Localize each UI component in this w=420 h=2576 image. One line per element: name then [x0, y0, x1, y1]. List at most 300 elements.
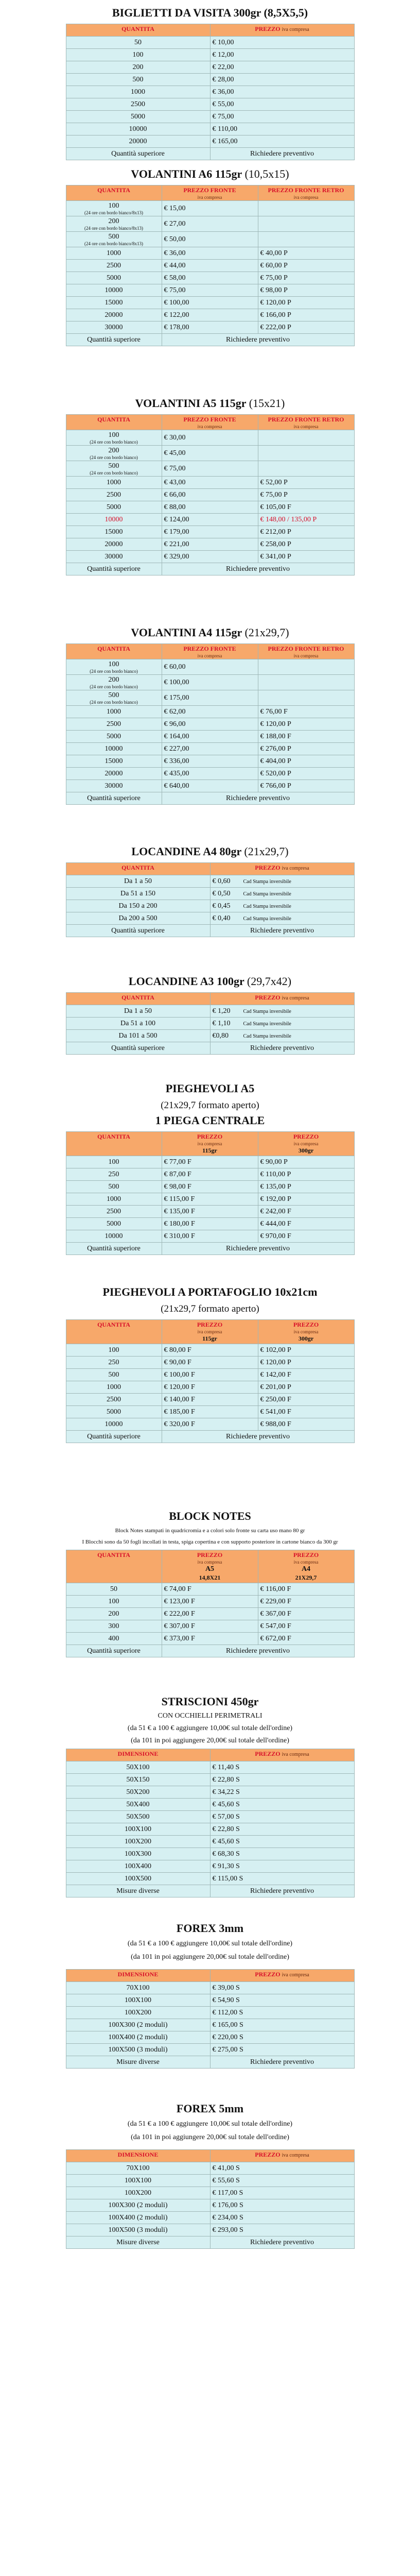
qty-cell: [66, 461, 162, 477]
table-footer-row: [66, 1645, 354, 1657]
dimension-cell: 100X100: [66, 1823, 210, 1836]
section-title: FOREX 3mm: [176, 1922, 244, 1935]
dimension-cell: 100X500: [66, 1873, 210, 1885]
section-volantini-a5: [0, 397, 420, 575]
price-cell: € 55,60 S: [210, 2175, 354, 2187]
dimension-cell: 100X300: [66, 1848, 210, 1860]
table-row: [66, 272, 354, 284]
price-value: € 1,20: [212, 1007, 231, 1015]
footer-qty-cell: Misure diverse: [66, 2056, 210, 2069]
price-table: [66, 643, 355, 805]
table-row: [66, 1418, 354, 1431]
price-cell: € 57,00 S: [210, 1811, 354, 1823]
price-cell: € 77,00 F: [162, 1156, 258, 1168]
price-table: [66, 862, 355, 937]
price-table: [66, 185, 355, 346]
header-sub: iva compresa: [197, 1141, 222, 1146]
table-row: [66, 888, 354, 900]
qty-note: (24 ore con bordo bianco/8x13): [84, 226, 143, 231]
table-row: [66, 1168, 354, 1181]
price-front-cell: € 175,00: [162, 690, 258, 706]
col-header-qty: QUANTITA: [66, 185, 162, 201]
footer-qty-cell: Quantità superiore: [66, 1431, 162, 1443]
price-front-retro-cell: € 40,00 P: [258, 247, 354, 260]
qty-cell: [66, 675, 162, 690]
footer-price-cell: Richiedere preventivo: [210, 2236, 354, 2249]
table-footer-row: [66, 792, 354, 805]
price-a5-cell: € 123,00 F: [162, 1596, 258, 1608]
header-sub: iva compresa: [293, 195, 319, 200]
section-note: (da 101 in poi aggiungere 20,00€ sul totale dell'ordine): [131, 2133, 289, 2141]
qty-cell: [66, 743, 162, 755]
price-front-retro-cell: € 166,00 P: [258, 309, 354, 321]
col-header-price: PREZZO iva compresa: [210, 1970, 354, 1982]
price-a5-cell: € 74,00 F: [162, 1583, 258, 1596]
price-cell: [210, 900, 354, 912]
qty-cell: 10000: [66, 1230, 162, 1243]
price-front-cell: € 27,00: [162, 216, 258, 232]
price-cell: [210, 1030, 354, 1042]
section-note: (da 101 in poi aggiungere 20,00€ sul totale dell'ordine): [131, 1953, 289, 1961]
header-label: PREZZO FRONTE: [183, 416, 236, 423]
price-front-cell: € 62,00: [162, 706, 258, 718]
qty-value: 500: [108, 691, 119, 699]
price-cell: € 234,00 S: [210, 2212, 354, 2224]
footer-qty-cell: Quantità superiore: [66, 334, 162, 346]
price-table: [66, 1969, 355, 2069]
section-title: FOREX 5mm: [176, 2102, 244, 2115]
price-a5-cell: € 307,00 F: [162, 1620, 258, 1633]
section-title: LOCANDINE A3 100gr (29,7x42): [128, 975, 292, 988]
price-cell: € 541,00 F: [258, 1406, 354, 1418]
footer-qty-cell: Quantità superiore: [66, 925, 210, 937]
price-cell: € 55,00: [210, 98, 354, 111]
table-row: [66, 2212, 354, 2224]
table-row: [66, 61, 354, 74]
table-header-row: [66, 1132, 354, 1156]
price-front-cell: € 100,00: [162, 675, 258, 690]
section-title: BLOCK NOTES: [169, 1510, 251, 1522]
section-title: BIGLIETTI DA VISITA 300gr (8,5X5,5): [112, 6, 308, 19]
price-front-retro-cell: € 60,00 P: [258, 260, 354, 272]
section-title: VOLANTINI A4 115gr (21x29,7): [131, 626, 289, 639]
table-row: [66, 37, 354, 49]
dimension-cell: 100X100: [66, 2175, 210, 2187]
table-row: [66, 2007, 354, 2019]
header-label: PREZZO FRONTE: [183, 645, 236, 652]
price-cell: € 135,00 P: [258, 1181, 354, 1193]
col-header-price-2: [258, 1320, 354, 1344]
price-cell: € 988,00 F: [258, 1418, 354, 1431]
qty-cell: [66, 321, 162, 334]
price-cell: € 242,00 F: [258, 1206, 354, 1218]
qty-value: 30000: [104, 553, 123, 561]
table-row: [66, 1836, 354, 1848]
table-row: [66, 123, 354, 135]
price-cell: € 90,00 F: [162, 1357, 258, 1369]
dimension-cell: 100X200: [66, 1836, 210, 1848]
qty-cell: [66, 768, 162, 780]
price-front-retro-cell: € 76,00 F: [258, 706, 354, 718]
footer-price-cell: Richiedere preventivo: [210, 1885, 354, 1897]
price-cell: € 185,00 F: [162, 1406, 258, 1418]
dimension-cell: 50X400: [66, 1799, 210, 1811]
table-row: [66, 201, 354, 216]
price-table: [66, 1749, 355, 1897]
qty-value: 100: [108, 660, 119, 668]
qty-range-cell: Da 101 a 500: [66, 1030, 210, 1042]
footer-qty-cell: Quantità superiore: [66, 1645, 162, 1657]
price-front-cell: € 336,00: [162, 755, 258, 768]
qty-cell: 100: [66, 1344, 162, 1357]
table-row: [66, 2199, 354, 2212]
table-row: [66, 768, 354, 780]
dimension-cell: 50X200: [66, 1786, 210, 1799]
table-row: [66, 1860, 354, 1873]
qty-cell: 5000: [66, 111, 210, 123]
section-locandine-a4: [0, 845, 420, 937]
qty-value: 100: [108, 431, 119, 439]
table-row: [66, 135, 354, 148]
qty-value: 2500: [107, 720, 121, 728]
dimension-cell: 70X100: [66, 1982, 210, 1994]
header-label: PREZZO: [197, 1321, 223, 1328]
qty-cell: 300: [66, 1620, 162, 1633]
price-front-retro-cell: [258, 430, 354, 446]
col-header-price: PREZZO iva compresa: [210, 863, 354, 875]
table-row: [66, 1620, 354, 1633]
price-a4-cell: € 367,00 F: [258, 1608, 354, 1620]
header-sub: iva compresa: [197, 424, 222, 429]
table-row: [66, 1811, 354, 1823]
qty-cell: [66, 260, 162, 272]
price-cell: [210, 1018, 354, 1030]
price-front-retro-cell: [258, 461, 354, 477]
price-note: Cad Stampa inversibile: [243, 903, 291, 909]
price-cell: € 220,00 S: [210, 2031, 354, 2044]
col-header-price: PREZZO iva compresa: [210, 2150, 354, 2162]
qty-cell: 1000: [66, 1193, 162, 1206]
table-row: [66, 1394, 354, 1406]
table-row: [66, 675, 354, 690]
table-row: [66, 216, 354, 232]
header-sub: iva compresa: [293, 1329, 319, 1334]
table-footer-row: [66, 1042, 354, 1055]
table-row: [66, 659, 354, 675]
price-value: € 0,60: [212, 877, 231, 885]
price-front-retro-cell: [258, 690, 354, 706]
price-front-cell: € 75,00: [162, 284, 258, 297]
table-row: [66, 1193, 354, 1206]
section-subtitle: (21x29,7 formato aperto): [161, 1303, 259, 1314]
qty-cell: [66, 718, 162, 731]
price-front-retro-cell: € 120,00 P: [258, 297, 354, 309]
table-row: [66, 526, 354, 538]
section-title: PIEGHEVOLI A5: [165, 1082, 255, 1095]
qty-cell: 10000: [66, 123, 210, 135]
footer-price-cell: Richiedere preventivo: [210, 2056, 354, 2069]
price-front-cell: € 66,00: [162, 489, 258, 501]
qty-cell: [66, 216, 162, 232]
header-label: PREZZO: [293, 1321, 319, 1328]
qty-cell: 100: [66, 49, 210, 61]
price-cell: € 110,00: [210, 123, 354, 135]
price-a4-cell: € 116,00 F: [258, 1583, 354, 1596]
price-note: Cad Stampa inversibile: [243, 878, 291, 885]
header-sub: iva compresa: [293, 1141, 319, 1146]
qty-value: 15000: [104, 528, 123, 536]
price-value: € 0,50: [212, 889, 231, 897]
table-header-row: [66, 415, 354, 430]
qty-cell: 500: [66, 74, 210, 86]
col-header-price-2: [258, 1132, 354, 1156]
price-front-retro-cell: € 276,00 P: [258, 743, 354, 755]
price-cell: € 36,00: [210, 86, 354, 98]
qty-value: 1000: [107, 708, 121, 716]
section-title: VOLANTINI A6 115gr (10,5x15): [131, 167, 289, 180]
col-header-price-a4: PREZZO iva compresa A4 21X29,7: [258, 1550, 354, 1583]
table-footer-row: [66, 2236, 354, 2249]
dimension-cell: 50X500: [66, 1811, 210, 1823]
price-cell: € 165,00 S: [210, 2019, 354, 2031]
qty-cell: 50: [66, 1583, 162, 1596]
table-row: [66, 1761, 354, 1774]
qty-value: 15000: [104, 757, 123, 765]
price-front-retro-cell: € 341,00 P: [258, 551, 354, 563]
price-cell: € 250,00 F: [258, 1394, 354, 1406]
dimension-cell: 100X400: [66, 1860, 210, 1873]
qty-cell: [66, 538, 162, 551]
price-front-retro-cell: € 404,00 P: [258, 755, 354, 768]
qty-value: 200: [108, 217, 119, 225]
price-table: [66, 24, 355, 160]
qty-cell: [66, 284, 162, 297]
table-row: [66, 489, 354, 501]
section-portafoglio: [0, 1285, 420, 1443]
price-cell: € 28,00: [210, 74, 354, 86]
table-footer-row: [66, 2056, 354, 2069]
price-cell: € 12,00: [210, 49, 354, 61]
section-note: (da 51 € a 100 € aggiungere 10,00€ sul totale dell'ordine): [127, 1724, 293, 1732]
price-table: [66, 1550, 355, 1657]
price-front-cell: € 45,00: [162, 446, 258, 461]
price-front-retro-cell: [258, 201, 354, 216]
price-value: € 1,10: [212, 1019, 231, 1027]
price-cell: € 91,30 S: [210, 1860, 354, 1873]
price-front-retro-cell: € 222,00 P: [258, 321, 354, 334]
qty-cell: [66, 430, 162, 446]
footer-price-cell: Richiedere preventivo: [162, 334, 354, 346]
qty-cell: 2500: [66, 98, 210, 111]
table-row: [66, 912, 354, 925]
table-row: [66, 260, 354, 272]
section-locandine-a3: [0, 975, 420, 1055]
table-row: [66, 2162, 354, 2175]
table-row: [66, 706, 354, 718]
qty-value: 30000: [104, 782, 123, 790]
footer-qty-cell: Misure diverse: [66, 1885, 210, 1897]
qty-range-cell: Da 200 a 500: [66, 912, 210, 925]
price-cell: € 75,00: [210, 111, 354, 123]
table-footer-row: [66, 1431, 354, 1443]
col-header-qty: QUANTITA: [66, 1132, 162, 1156]
price-table: [66, 1319, 355, 1443]
col-header-price: PREZZO iva compresa: [210, 24, 354, 37]
dimension-cell: 100X400 (2 moduli): [66, 2031, 210, 2044]
qty-value: 20000: [104, 770, 123, 777]
qty-cell: [66, 309, 162, 321]
price-value: € 0,45: [212, 902, 231, 910]
col-header-price-front-retro: [258, 644, 354, 659]
table-row: [66, 1994, 354, 2007]
table-row: [66, 74, 354, 86]
qty-value: 2500: [107, 491, 121, 499]
price-cell: € 275,00 S: [210, 2044, 354, 2056]
price-cell: € 45,60 S: [210, 1836, 354, 1848]
price-front-retro-cell: [258, 232, 354, 247]
price-a5-cell: € 222,00 F: [162, 1608, 258, 1620]
qty-value: 5000: [107, 503, 121, 511]
table-footer-row: [66, 1885, 354, 1897]
section-title: LOCANDINE A4 80gr (21x29,7): [131, 845, 289, 858]
table-row: [66, 1218, 354, 1230]
qty-value: 10000: [104, 516, 123, 523]
price-cell: € 22,00: [210, 61, 354, 74]
header-label: PREZZO FRONTE RETRO: [268, 645, 344, 652]
footer-qty-cell: Quantità superiore: [66, 563, 162, 575]
qty-cell: 200: [66, 61, 210, 74]
price-front-cell: € 179,00: [162, 526, 258, 538]
qty-cell: 200: [66, 1608, 162, 1620]
footer-price-cell: Richiedere preventivo: [162, 563, 354, 575]
qty-value: 500: [108, 462, 119, 470]
table-row: [66, 1018, 354, 1030]
price-cell: € 39,00 S: [210, 1982, 354, 1994]
qty-value: 30000: [104, 324, 123, 331]
price-cell: € 112,00 S: [210, 2007, 354, 2019]
qty-value: 1000: [107, 249, 121, 257]
table-row: [66, 2044, 354, 2056]
qty-cell: [66, 446, 162, 461]
table-row: [66, 1823, 354, 1836]
qty-note: (24 ore con bordo bianco/8x13): [84, 210, 143, 215]
table-row: [66, 284, 354, 297]
table-footer-row: [66, 334, 354, 346]
table-row: [66, 900, 354, 912]
qty-note: (24 ore con bordo bianco): [90, 439, 138, 445]
price-cell: € 165,00: [210, 135, 354, 148]
price-cell: € 142,00 F: [258, 1369, 354, 1381]
price-value: € 0,40: [212, 914, 231, 922]
price-cell: [210, 1005, 354, 1018]
footer-qty-cell: Quantità superiore: [66, 148, 210, 160]
table-row: [66, 98, 354, 111]
price-front-retro-cell: € 148,00 / 135,00 P: [258, 514, 354, 526]
col-header-price-1: [162, 1132, 258, 1156]
price-front-cell: € 15,00: [162, 201, 258, 216]
qty-cell: 1000: [66, 1381, 162, 1394]
price-front-retro-cell: € 75,00 P: [258, 489, 354, 501]
footer-qty-cell: Quantità superiore: [66, 1243, 162, 1255]
price-cell: € 140,00 F: [162, 1394, 258, 1406]
price-front-retro-cell: [258, 675, 354, 690]
price-front-retro-cell: € 188,00 F: [258, 731, 354, 743]
qty-cell: 250: [66, 1168, 162, 1181]
table-row: [66, 1344, 354, 1357]
col-header-price-front-retro: [258, 415, 354, 430]
section-note: CON OCCHIELLI PERIMETRALI: [157, 1712, 262, 1720]
table-header-row: [66, 644, 354, 659]
footer-price-cell: Richiedere preventivo: [210, 1042, 354, 1055]
table-row: [66, 461, 354, 477]
header-label: PREZZO FRONTE RETRO: [268, 187, 344, 194]
price-front-cell: € 96,00: [162, 718, 258, 731]
price-front-retro-cell: € 212,00 P: [258, 526, 354, 538]
price-note: Cad Stampa inversibile: [243, 1033, 291, 1039]
table-header-row: [66, 1320, 354, 1344]
section-note: (da 101 in poi aggiungere 20,00€ sul totale dell'ordine): [131, 1737, 289, 1744]
price-front-retro-cell: € 75,00 P: [258, 272, 354, 284]
col-header-qty: QUANTITA: [66, 993, 210, 1005]
qty-cell: 5000: [66, 1406, 162, 1418]
price-front-cell: € 122,00: [162, 309, 258, 321]
table-row: [66, 321, 354, 334]
price-front-cell: € 58,00: [162, 272, 258, 284]
table-row: [66, 2019, 354, 2031]
price-cell: € 22,80 S: [210, 1774, 354, 1786]
qty-cell: [66, 780, 162, 792]
price-a5-cell: € 373,00 F: [162, 1633, 258, 1645]
qty-cell: [66, 201, 162, 216]
footer-price-cell: Richiedere preventivo: [210, 925, 354, 937]
qty-cell: 500: [66, 1181, 162, 1193]
section-note: (da 51 € a 100 € aggiungere 10,00€ sul totale dell'ordine): [127, 2120, 293, 2128]
price-cell: € 320,00 F: [162, 1418, 258, 1431]
price-cell: € 98,00 F: [162, 1181, 258, 1193]
qty-range-cell: Da 150 a 200: [66, 900, 210, 912]
price-front-cell: € 50,00: [162, 232, 258, 247]
qty-cell: [66, 514, 162, 526]
header-sub: iva compresa: [197, 653, 222, 658]
qty-cell: [66, 247, 162, 260]
qty-cell: [66, 501, 162, 514]
price-front-cell: € 44,00: [162, 260, 258, 272]
price-front-cell: € 60,00: [162, 659, 258, 675]
qty-value: 20000: [104, 311, 123, 319]
price-front-retro-cell: € 52,00 P: [258, 477, 354, 489]
qty-value: 5000: [107, 733, 121, 740]
price-table: [66, 414, 355, 575]
table-footer-row: [66, 1243, 354, 1255]
table-row: [66, 501, 354, 514]
col-header-dimension: DIMENSIONE: [66, 1749, 210, 1761]
table-row: [66, 1156, 354, 1168]
price-cell: € 135,00 F: [162, 1206, 258, 1218]
price-cell: € 110,00 P: [258, 1168, 354, 1181]
table-row: [66, 755, 354, 768]
price-cell: € 180,00 F: [162, 1218, 258, 1230]
qty-cell: 500: [66, 1369, 162, 1381]
col-header-qty: QUANTITA: [66, 24, 210, 37]
table-row: [66, 1005, 354, 1018]
dimension-cell: 100X200: [66, 2007, 210, 2019]
table-row: [66, 743, 354, 755]
qty-note: (24 ore con bordo bianco): [90, 455, 138, 460]
qty-cell: [66, 706, 162, 718]
table-row: [66, 247, 354, 260]
table-header-row: [66, 185, 354, 201]
col-header-price-front: [162, 415, 258, 430]
